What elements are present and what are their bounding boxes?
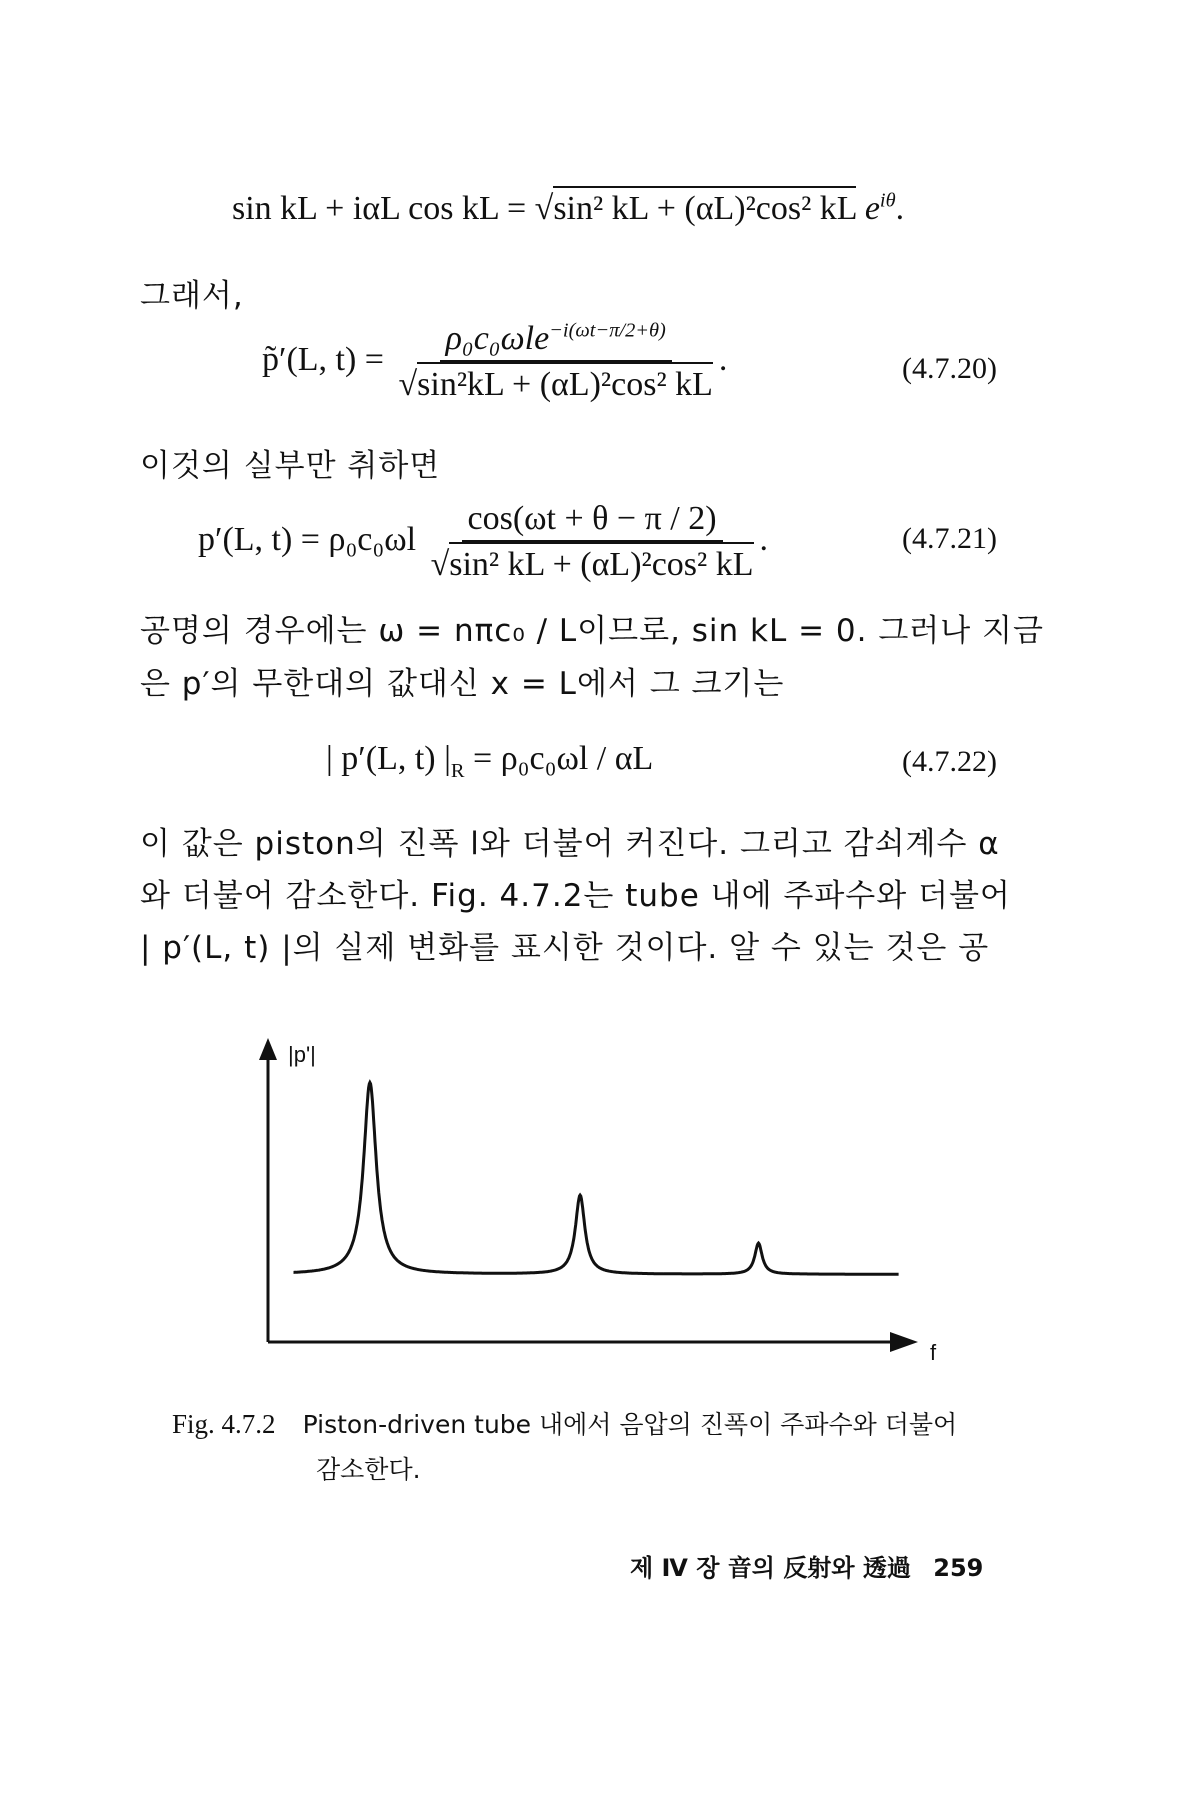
y-axis-label: |p'|	[288, 1042, 316, 1067]
para1-line2: 은 p′의 무한대의 값대신 x = L에서 그 크기는	[140, 666, 785, 702]
caption-text-line2: 감소한다.	[316, 1455, 421, 1484]
resonance-chart	[240, 1030, 960, 1370]
eq21-end: .	[759, 520, 768, 558]
eq20-numerator: ρ₀c₀ωle	[445, 320, 550, 357]
eq20-end: .	[718, 340, 728, 378]
equation-4-7-21	[198, 500, 768, 584]
y-axis-arrowhead	[259, 1038, 277, 1060]
eq21-label: (4.7.21)	[902, 522, 997, 555]
response-curve	[294, 1083, 899, 1275]
figure-caption	[172, 1405, 957, 1441]
equation-top	[232, 190, 904, 228]
radical-sign: √	[534, 190, 554, 227]
eq22-body: | p′(L, t) |	[326, 740, 451, 777]
para2-line1: 이 값은 piston의 진폭 l와 더불어 커진다. 그리고 감쇠계수 α	[140, 826, 1000, 862]
para1-line1: 공명의 경우에는 ω = nπc₀ / L이므로, sin kL = 0. 그러나 지금	[140, 613, 1044, 649]
equation-top-lhs: sin kL + iαL cos kL =	[232, 190, 535, 227]
equation-top-exp: iθ	[879, 189, 896, 212]
eq20-denominator: sin²kL + (αL)²cos² kL	[417, 362, 713, 403]
eq20-exponent: −i(ωt−π/2+θ)	[549, 319, 666, 342]
x-axis-arrowhead	[890, 1332, 918, 1352]
para2-line2: 와 더불어 감소한다. Fig. 4.7.2는 tube 내에 주파수와 더불어	[140, 878, 1011, 914]
caption-label: Fig. 4.7.2	[172, 1409, 276, 1439]
para2-line3: | p′(L, t) |의 실제 변화를 표시한 것이다. 알 수 있는 것은 공	[140, 930, 990, 966]
running-footer	[630, 1548, 983, 1583]
eq22-sub: R	[450, 759, 465, 782]
eq21-denominator: sin² kL + (αL)²cos² kL	[449, 542, 753, 583]
text-therefore: 그래서,	[140, 278, 244, 314]
x-axis-label: f	[930, 1340, 937, 1365]
equation-4-7-20	[262, 320, 727, 404]
eq21-lhs: p′(L, t) = ρ₀c₀ωl	[198, 520, 417, 558]
equation-top-exp-base: e	[864, 190, 880, 227]
equation-top-sqrt: sin² kL + (αL)²cos² kL	[553, 186, 856, 227]
equation-4-7-22	[326, 740, 654, 782]
equation-top-end: .	[895, 190, 905, 227]
page-number: 259	[933, 1554, 984, 1582]
eq22-label: (4.7.22)	[902, 745, 997, 778]
eq20-lhs: p̃′(L, t) =	[262, 340, 384, 378]
footer-chapter: 제 Ⅳ 장 音의 反射와 透過	[630, 1554, 911, 1582]
caption-text: Piston-driven tube 내에서 음압의 진폭이 주파수와 더불어	[302, 1410, 958, 1439]
eq20-label: (4.7.20)	[902, 352, 997, 385]
eq21-numerator: cos(ωt + θ − π / 2)	[462, 500, 723, 542]
eq20-fraction: $\frac{\rho_0c_0\omega le^{-i(\omega t-\pi/2+\theta)}}{\text{√sin²kL + (αL)²cos² kL}}$	[398, 319, 713, 403]
text-real-part: 이것의 실부만 취하면	[140, 448, 441, 484]
eq22-rhs: = ρ₀c₀ωl / αL	[464, 740, 654, 777]
eq21-fraction: $\frac{\cos(\omega t + \theta - \pi / 2)}{\text{√sin² kL + (αL)²cos² kL}}$	[430, 500, 754, 583]
